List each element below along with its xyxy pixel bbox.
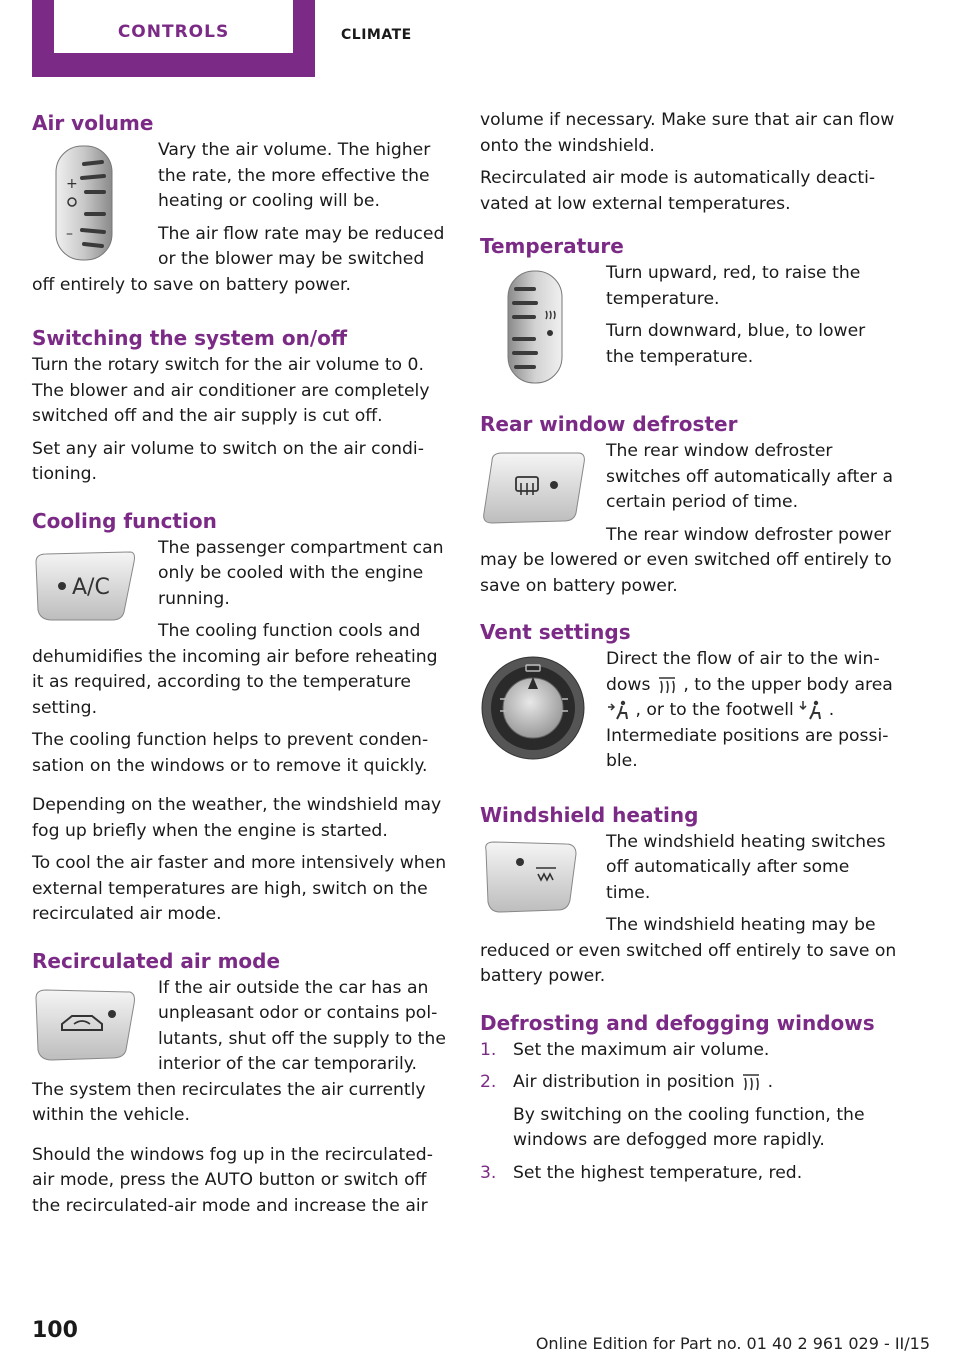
recirc-heading: Recirculated air mode: [32, 948, 281, 973]
vent-text-2: , to the upper body area: [683, 674, 893, 695]
air-volume-text-2: The air flow rate may be reduced or the blower may be switched off entirely to save on battery power.: [32, 223, 445, 295]
page-number: 100: [32, 1318, 78, 1343]
section-cooling: [32, 506, 450, 928]
step-text: Set the maximum air volume.: [513, 1039, 770, 1060]
switching-heading: Switching the system on/off: [32, 326, 348, 350]
cooling-heading: Cooling function: [32, 508, 217, 533]
step-number: 1.: [480, 1039, 497, 1060]
step-text: Air distribution in position: [513, 1072, 735, 1092]
step-text: Set the highest temperature, red.: [513, 1162, 803, 1183]
recirc-text-1: If the air outside the car has an unpleasant odor or contains pollutants, shut off the supply to the interior of the car temporarily. The system then recirculates the air currently within the vehicle.: [32, 977, 446, 1125]
section-recirc: [32, 946, 450, 1220]
windshield-vent-icon: [740, 1072, 762, 1092]
vent-text-1: Direct the flow of air to the windows: [606, 649, 880, 695]
windshield-text-1: The windshield heating switches off automatically after some time.: [606, 831, 886, 903]
ac-button-image: [32, 544, 138, 624]
list-item: [480, 1070, 898, 1154]
svg-text:+: +: [66, 176, 78, 192]
recirc-text-3: Recirculated air mode is automatically deactivated at low external temperatures.: [480, 168, 876, 214]
air-volume-text-1: Vary the air volume. The higher the rate, the more effective the heating or cooling will be.: [158, 140, 431, 211]
recirc-text-2b: volume if necessary. Make sure that air can flow onto the windshield.: [480, 110, 895, 156]
temperature-knob-image: [480, 267, 586, 387]
section-windshield: [480, 800, 898, 990]
cooling-text-5: To cool the air faster and more intensively when external temperatures are high, switch on the recirculated air mode.: [32, 853, 447, 924]
rear-defroster-button-image: [480, 447, 586, 527]
svg-text:–: –: [66, 226, 73, 242]
section-vent: [480, 617, 898, 782]
ac-button-label: A/C: [72, 574, 110, 600]
vent-text-4: . Intermediate positions are possible.: [606, 700, 889, 771]
tab-climate[interactable]: CLIMATE: [341, 27, 412, 43]
recirc-button-image: [32, 984, 138, 1064]
air-volume-knob-image: [32, 144, 138, 264]
windshield-button-image: [480, 838, 586, 918]
cooling-text-3: The cooling function helps to prevent condensation on the windows or to remove it quickly.: [32, 730, 429, 776]
section-switching: [32, 323, 450, 488]
tab-controls-label: CONTROLS: [117, 22, 230, 42]
air-volume-heading: Air volume: [32, 111, 154, 135]
defog-heading: Defrosting and defogging windows: [480, 1010, 875, 1035]
section-air-volume: [32, 108, 450, 305]
vent-dial-image: [480, 655, 586, 761]
tab-controls[interactable]: [32, 0, 315, 77]
vent-heading: Vent settings: [480, 620, 631, 644]
vent-text-3: , or to the footwell: [635, 700, 794, 720]
step-number: 3.: [480, 1162, 497, 1183]
left-column: [32, 108, 450, 1237]
temperature-text-1: Turn upward, red, to raise the temperature.: [606, 263, 861, 309]
footwell-vent-icon: [799, 699, 823, 721]
upper-body-vent-icon: [606, 699, 630, 721]
temperature-text-2: Turn downward, blue, to lower the temperature.: [606, 321, 866, 367]
cooling-text-2: The cooling function cools and dehumidifies the incoming air before reheating it as required, according to the temperature setting.: [32, 621, 438, 718]
section-temperature: [480, 231, 898, 391]
section-rear-defroster: [480, 409, 898, 599]
step-subtext: By switching on the cooling function, the windows are defogged more rapidly.: [513, 1104, 865, 1150]
windshield-text-2: The windshield heating may be reduced or even switched off entirely to save on battery power.: [480, 915, 897, 986]
step-text-after: .: [767, 1072, 774, 1092]
recirc-text-2a: Should the windows fog up in the recirculated-air mode, press the AUTO button or switch off the recirculated-air mode and increase the air: [32, 1144, 433, 1216]
rear-defroster-heading: Rear window defroster: [480, 412, 738, 436]
temperature-heading: Temperature: [480, 234, 624, 258]
cooling-text-1: The passenger compartment can only be cooled with the engine running.: [158, 537, 444, 609]
windshield-vent-icon: [656, 675, 678, 695]
rear-defroster-text-1: The rear window defroster switches off automatically after a certain period of time.: [606, 441, 893, 512]
section-defog: [480, 1008, 898, 1187]
list-item: [480, 1038, 898, 1064]
switching-text-2: Set any air volume to switch on the air conditioning.: [32, 438, 424, 484]
switching-text-1: Turn the rotary switch for the air volume to 0. The blower and air conditioner are completely switched off and the air supply is cut off.: [32, 355, 430, 426]
cooling-text-4: Depending on the weather, the windshield may fog up briefly when the engine is started.: [32, 795, 442, 841]
rear-defroster-text-2: The rear window defroster power may be lowered or even switched off entirely to save on battery power.: [480, 524, 892, 596]
windshield-heading: Windshield heating: [480, 802, 699, 827]
right-column: [480, 108, 898, 1204]
step-number: 2.: [480, 1072, 497, 1092]
list-item: [480, 1161, 898, 1187]
defog-steps: [480, 1038, 898, 1187]
footer-edition: Online Edition for Part no. 01 40 2 961 029 - II/15: [535, 1334, 930, 1353]
